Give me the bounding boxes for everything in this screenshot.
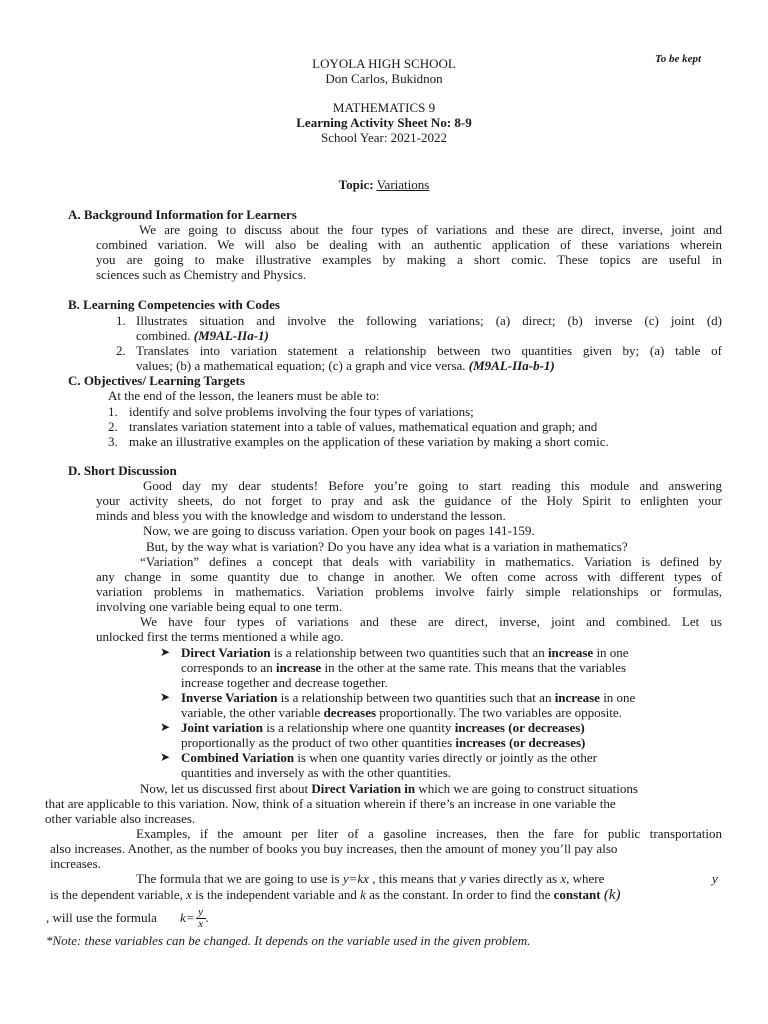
discussion-line: minds and bless you with the knowledge and wisdom to understand the lesson.	[96, 508, 506, 523]
bullet-joint-variation: Joint variation is a relationship where one quantity increases (or decreases)	[181, 720, 585, 735]
discussion-line: involving one variable being equal to one term.	[96, 599, 343, 614]
discussion-line: Now, we are going to discuss variation. Open your book on pages 141-159.	[143, 523, 535, 538]
formula-variable: y	[712, 871, 718, 886]
bullet-combined-variation: quantities and inversely as with the other quantities.	[181, 765, 452, 780]
discussion-line: your activity sheets, do not forget to pray and ask the guidance of the Holy Spirit to enlighten your	[96, 493, 722, 508]
bullet-direct-variation: corresponds to an increase in the other at the same rate. This means that the variables	[181, 660, 626, 675]
discussion-line: unlocked first the terms mentioned a while ago.	[96, 629, 344, 644]
objective-number: 3.	[108, 434, 118, 449]
bullet-direct-variation: Direct Variation is a relationship between two quantities such that an increase in one	[181, 645, 629, 660]
section-a-line: sciences such as Chemistry and Physics.	[96, 267, 307, 282]
school-location: Don Carlos, Bukidnon	[325, 71, 443, 86]
formula-direct-variation: y=kx	[342, 871, 369, 886]
section-d-heading: D. Short Discussion	[68, 463, 177, 478]
objectives-intro: At the end of the lesson, the leaners must be able to:	[108, 388, 380, 403]
arrow-bullet-icon: ➤	[160, 750, 171, 764]
bullet-joint-variation: proportionally as the product of two other quantities increases (or decreases)	[181, 735, 586, 750]
formula-line: The formula that we are going to use is y=kx , this means that y varies directly as x, where	[136, 871, 605, 886]
school-year: School Year: 2021-2022	[320, 130, 448, 145]
section-a-line: We are going to discuss about the four types of variations and these are direct, inverse, joint and	[139, 222, 722, 237]
arrow-bullet-icon: ➤	[160, 645, 171, 659]
competency-text: Translates into variation statement a relationship between two quantities given by; (a) table of	[136, 343, 722, 358]
discussion-line: any change in some quantity due to change in another. We often come across with different types of	[96, 569, 722, 584]
discussion-line: increases.	[50, 856, 101, 871]
bullet-inverse-variation: Inverse Variation is a relationship between two quantities such that an increase in one	[181, 690, 636, 705]
topic-line	[0, 177, 768, 192]
objective-text: make an illustrative examples on the application of these variation by making a short comic.	[129, 434, 609, 449]
objective-number: 1.	[108, 404, 118, 419]
bullet-inverse-variation: variable, the other variable decreases proportionally. The two variables are opposite.	[181, 705, 622, 720]
competency-number: 1.	[116, 313, 126, 328]
discussion-line: “Variation” defines a concept that deals with variability in mathematics. Variation is defined by	[140, 554, 722, 569]
bullet-combined-variation: Combined Variation is when one quantity varies directly or jointly as the other	[181, 750, 597, 765]
topic-label: Topic:	[338, 177, 374, 192]
formula-line: , will use the formula	[46, 910, 157, 925]
competency-text: Illustrates situation and involve the following variations; (a) direct; (b) inverse (c) joint (d)	[136, 313, 722, 328]
objective-text: translates variation statement into a table of values, mathematical equation and graph; and	[129, 419, 598, 434]
section-a-heading: A. Background Information for Learners	[68, 207, 297, 222]
discussion-line: also increases. Another, as the number of books you buy increases, then the amount of money you’ll pay also	[50, 841, 618, 856]
section-a-line: combined variation. We will also be dealing with an authentic application of these variations wherein	[96, 237, 722, 252]
discussion-line: that are applicable to this variation. Now, think of a situation wherein if there’s an increase in one variable the	[45, 796, 616, 811]
discussion-line: variation problems in mathematics. Variation problems involve fairly simple relationships or formulas,	[96, 584, 722, 599]
objective-number: 2.	[108, 419, 118, 434]
objective-text: identify and solve problems involving the four types of variations;	[129, 404, 474, 419]
competency-text: combined. (M9AL-IIa-1)	[136, 328, 269, 343]
constant-formula: k= y x .	[180, 905, 209, 930]
discussion-line: other variable also increases.	[45, 811, 196, 826]
competency-number: 2.	[116, 343, 126, 358]
section-a-line: you are going to make illustrative examples by making a short comic. These topics are useful in	[96, 252, 722, 267]
discussion-line: But, by the way what is variation? Do you have any idea what is a variation in mathematics?	[146, 539, 628, 554]
arrow-bullet-icon: ➤	[160, 720, 171, 734]
competency-code: (M9AL-IIa-1)	[193, 328, 269, 343]
footnote: *Note: these variables can be changed. It depends on the variable used in the given problem.	[46, 933, 531, 948]
formula-line: is the dependent variable, x is the independent variable and k as the constant. In order to find the constant (k)	[50, 887, 621, 903]
topic-value: Variations	[376, 177, 430, 192]
subject-title: MATHEMATICS 9	[332, 100, 436, 115]
bullet-direct-variation: increase together and decrease together.	[181, 675, 388, 690]
discussion-line: Examples, if the amount per liter of a gasoline increases, then the fare for public transportation	[136, 826, 722, 841]
section-c-heading: C. Objectives/ Learning Targets	[68, 373, 245, 388]
competency-code: (M9AL-IIa-b-1)	[468, 358, 555, 373]
section-b-heading: B. Learning Competencies with Codes	[68, 297, 280, 312]
activity-sheet-number: Learning Activity Sheet No: 8-9	[296, 115, 472, 130]
to-be-kept-note: To be kept	[655, 53, 702, 65]
discussion-line: We have four types of variations and these are direct, inverse, joint and combined. Let us	[140, 614, 722, 629]
discussion-line: Now, let us discussed first about Direct Variation in which we are going to construct situations	[140, 781, 638, 796]
competency-text: values; (b) a mathematical equation; (c) a graph and vice versa. (M9AL-IIa-b-1)	[136, 358, 555, 373]
school-name: LOYOLA HIGH SCHOOL	[312, 56, 456, 71]
discussion-line: Good day my dear students! Before you’re going to start reading this module and answering	[143, 478, 722, 493]
arrow-bullet-icon: ➤	[160, 690, 171, 704]
fraction: y x	[196, 907, 206, 930]
